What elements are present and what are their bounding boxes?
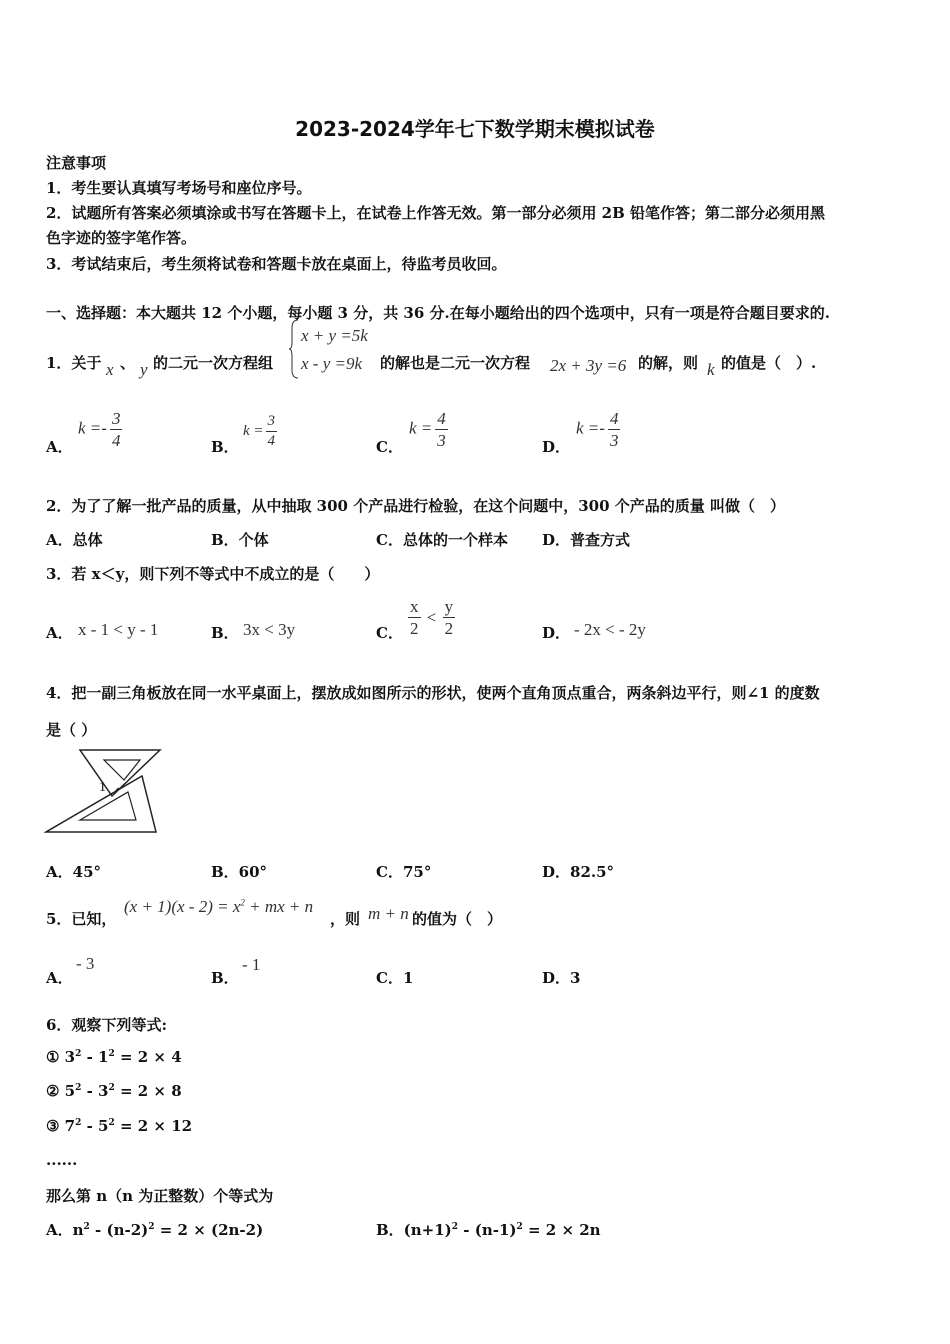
q3-option-c-label: C． [376,624,403,642]
q5-option-a-label: A． [46,969,73,987]
q1-option-a-label: A． [46,438,73,456]
triangle-figure [44,746,164,838]
q5-option-a: - 3 [76,954,95,973]
page-title: 2023-2024学年七下数学期末模拟试卷 [295,117,655,141]
q3-option-b: 3x < 3y [243,620,296,639]
q5-option-b-label: B． [211,969,239,987]
q5-option-c: C．1 [376,969,414,987]
q6-ellipsis: ...... [46,1151,78,1169]
q5-option-d: D．3 [542,969,581,987]
note-item-3: 3．考试结束后，考生须将试卷和答题卡放在桌面上，待监考员收回。 [46,255,507,273]
q1-text-3: 的解也是二元一次方程 [380,354,531,372]
q1-var-k: k [707,360,715,379]
q1-option-d: k =- $\frac{4}{3}$ [576,409,619,450]
q1-option-b: k = $\frac{3}{4}$ [243,413,276,449]
q6-line-2: ② $5^2 - 3^2 = 2 \times 8$ [46,1082,182,1100]
note-item-1: 1．考生要认真填写考场号和座位序号。 [46,179,312,197]
q3-option-b-label: B． [211,624,239,642]
angle-1-label: 1 [99,780,106,795]
question-2-stem: 2．为了了解一批产品的质量，从中抽取 300 个产品进行检验，在这个问题中，300 个产品的质量 叫做（ ） [46,497,785,515]
q2-option-a: A．总体 [46,531,103,549]
q2-option-b: B．个体 [211,531,269,549]
q1-text-5: 的值是（ ）. [721,354,817,372]
q1-option-d-label: D． [542,438,571,456]
q1-option-c-label: C． [376,438,403,456]
q1-var-x: x [106,360,114,379]
q1-sep: 、 [120,354,136,372]
q6-line-1: ① $3^2 - 1^2 = 2 \times 4$ [46,1048,182,1066]
q1-eq-2: x - y =9k [301,354,363,373]
q2-option-c: C．总体的一个样本 [376,531,508,549]
question-4-stem-cont: 是（ ） [46,721,97,739]
q5-expr: $(x + 1)(x - 2) = x^2$ + mx + n [124,897,314,916]
question-3-stem: 3．若 x＜y，则下列不等式中不成立的是（ ） [46,565,380,583]
q3-option-a: x - 1 < y - 1 [78,620,159,639]
q4-option-d: D．82.5° [542,863,615,881]
q4-option-b: B．60° [211,863,268,881]
q6-option-a: A．$n^2 - (n-2)^2 = 2 \times (2n-2)$ [46,1221,264,1239]
section-heading: 一、选择题：本大题共 12 个小题，每小题 3 分，共 36 分.在每小题给出的四个选项中，只有一项是符合题目要求的. [46,304,830,322]
q5-text-3: 的值为（ ） [412,910,503,928]
q1-option-a: k =- $\frac{3}{4}$ [78,409,121,450]
q3-option-d: - 2x < - 2y [574,620,646,639]
note-item-2-cont: 色字迹的签字笔作答。 [46,229,197,247]
q1-eq-3: 2x + 3y =6 [550,356,627,375]
q1-text-1: 1．关于 [46,354,102,372]
note-item-2: 2．试题所有答案必须填涂或书写在答题卡上，在试卷上作答无效。第一部分必须用 2B 铅笔作答；第二部分必须用黑 [46,204,826,222]
q1-option-b-label: B． [211,438,239,456]
notes-heading: 注意事项 [46,154,107,172]
question-4-stem: 4．把一副三角板放在同一水平桌面上，摆放成如图所示的形状，使两个直角顶点重合，两条斜边平行，则∠1 的度数 [46,684,820,702]
q6-ask: 那么第 n（n 为正整数）个等式为 [46,1187,274,1205]
q1-option-c: k = $\frac{4}{3}$ [409,409,446,450]
q5-text-2: ，则 [330,910,361,928]
q5-mn: m + n [368,904,409,923]
q6-option-b: B．$(n+1)^2 - (n-1)^2 = 2 \times 2n$ [376,1221,601,1239]
q3-option-c: $\frac{x}{2}$ < $\frac{y}{2}$ [410,597,454,638]
q5-text-1: 5．已知， [46,910,117,928]
q5-option-b: - 1 [242,955,261,974]
q1-eq-1: x + y =5k [301,326,368,345]
question-6-stem: 6．观察下列等式: [46,1016,167,1034]
q1-var-y: y [140,360,148,379]
q4-option-a: A．45° [46,863,102,881]
q3-option-a-label: A． [46,624,73,642]
q1-brace-icon [288,318,300,380]
q6-line-3: ③ $7^2 - 5^2 = 2 \times 12$ [46,1117,193,1135]
q1-text-4: 的解，则 [638,354,699,372]
q1-text-2: 的二元一次方程组 [153,354,274,372]
q4-option-c: C．75° [376,863,432,881]
q2-option-d: D．普查方式 [542,531,631,549]
q3-option-d-label: D． [542,624,571,642]
